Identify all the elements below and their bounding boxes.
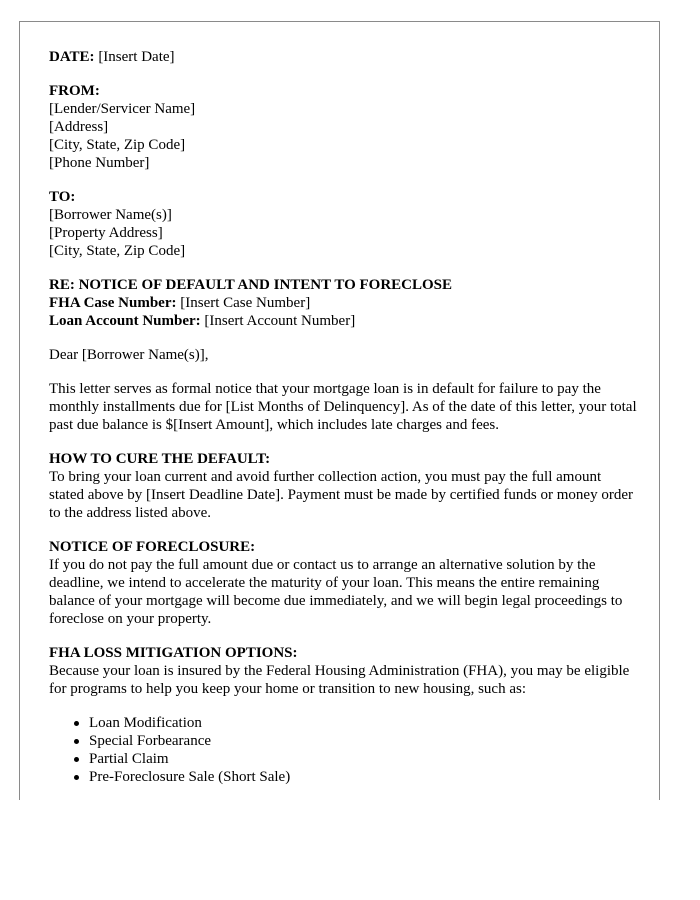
cure-text: To bring your loan current and avoid further collection action, you must pay the full amount stated above by [Insert Deadline Date]. Payment must be made by certified funds or money order to the address listed above. <box>49 469 633 521</box>
case-number-value: [Insert Case Number] <box>180 295 311 311</box>
re-subject: RE: NOTICE OF DEFAULT AND INTENT TO FORECLOSE <box>49 277 453 293</box>
to-city-state-zip: [City, State, Zip Code] <box>49 243 186 259</box>
mitigation-section <box>49 644 639 698</box>
date-value: [Insert Date] <box>98 49 175 65</box>
from-city-state-zip: [City, State, Zip Code] <box>49 137 186 153</box>
from-lender-name: [Lender/Servicer Name] <box>49 101 196 117</box>
to-block <box>49 188 639 260</box>
salutation: Dear [Borrower Name(s)], <box>49 347 209 363</box>
list-item: Partial Claim <box>89 750 639 768</box>
foreclosure-heading: NOTICE OF FORECLOSURE: <box>49 539 256 555</box>
from-phone: [Phone Number] <box>49 155 150 171</box>
account-number-label: Loan Account Number: <box>49 313 201 329</box>
to-property-address: [Property Address] <box>49 225 163 241</box>
case-number-line <box>49 294 639 312</box>
foreclosure-section <box>49 538 639 628</box>
re-block <box>49 276 639 330</box>
cure-section <box>49 450 639 522</box>
date-label: DATE: <box>49 49 95 65</box>
mitigation-options-list <box>49 714 639 786</box>
list-item: Special Forbearance <box>89 732 639 750</box>
letter-page <box>19 21 660 800</box>
intro-paragraph: This letter serves as formal notice that your mortgage loan is in default for failure to pay the monthly installments due for [List Months of Delinquency]. As of the date of this letter, your total past due balance is $[Insert Amount], which includes late charges and fees. <box>49 381 637 433</box>
cure-heading: HOW TO CURE THE DEFAULT: <box>49 451 271 467</box>
list-item: Loan Modification <box>89 714 639 732</box>
mitigation-text: Because your loan is insured by the Federal Housing Administration (FHA), you may be eligible for programs to help you keep your home or transition to new housing, such as: <box>49 663 630 697</box>
list-item: Pre-Foreclosure Sale (Short Sale) <box>89 768 639 786</box>
letter-content <box>49 48 639 786</box>
account-number-value: [Insert Account Number] <box>204 313 356 329</box>
account-number-line <box>49 312 639 330</box>
mitigation-heading: FHA LOSS MITIGATION OPTIONS: <box>49 645 298 661</box>
to-borrower-name: [Borrower Name(s)] <box>49 207 172 223</box>
from-block <box>49 82 639 172</box>
date-block <box>49 48 639 66</box>
from-address: [Address] <box>49 119 109 135</box>
case-number-label: FHA Case Number: <box>49 295 177 311</box>
to-label: TO: <box>49 189 76 205</box>
from-label: FROM: <box>49 83 100 99</box>
foreclosure-text: If you do not pay the full amount due or contact us to arrange an alternative solution by the deadline, we intend to accelerate the maturity of your loan. This means the entire remaining balance of your mortgage will become due immediately, and we will begin legal proceedings to foreclose on your property. <box>49 557 623 627</box>
